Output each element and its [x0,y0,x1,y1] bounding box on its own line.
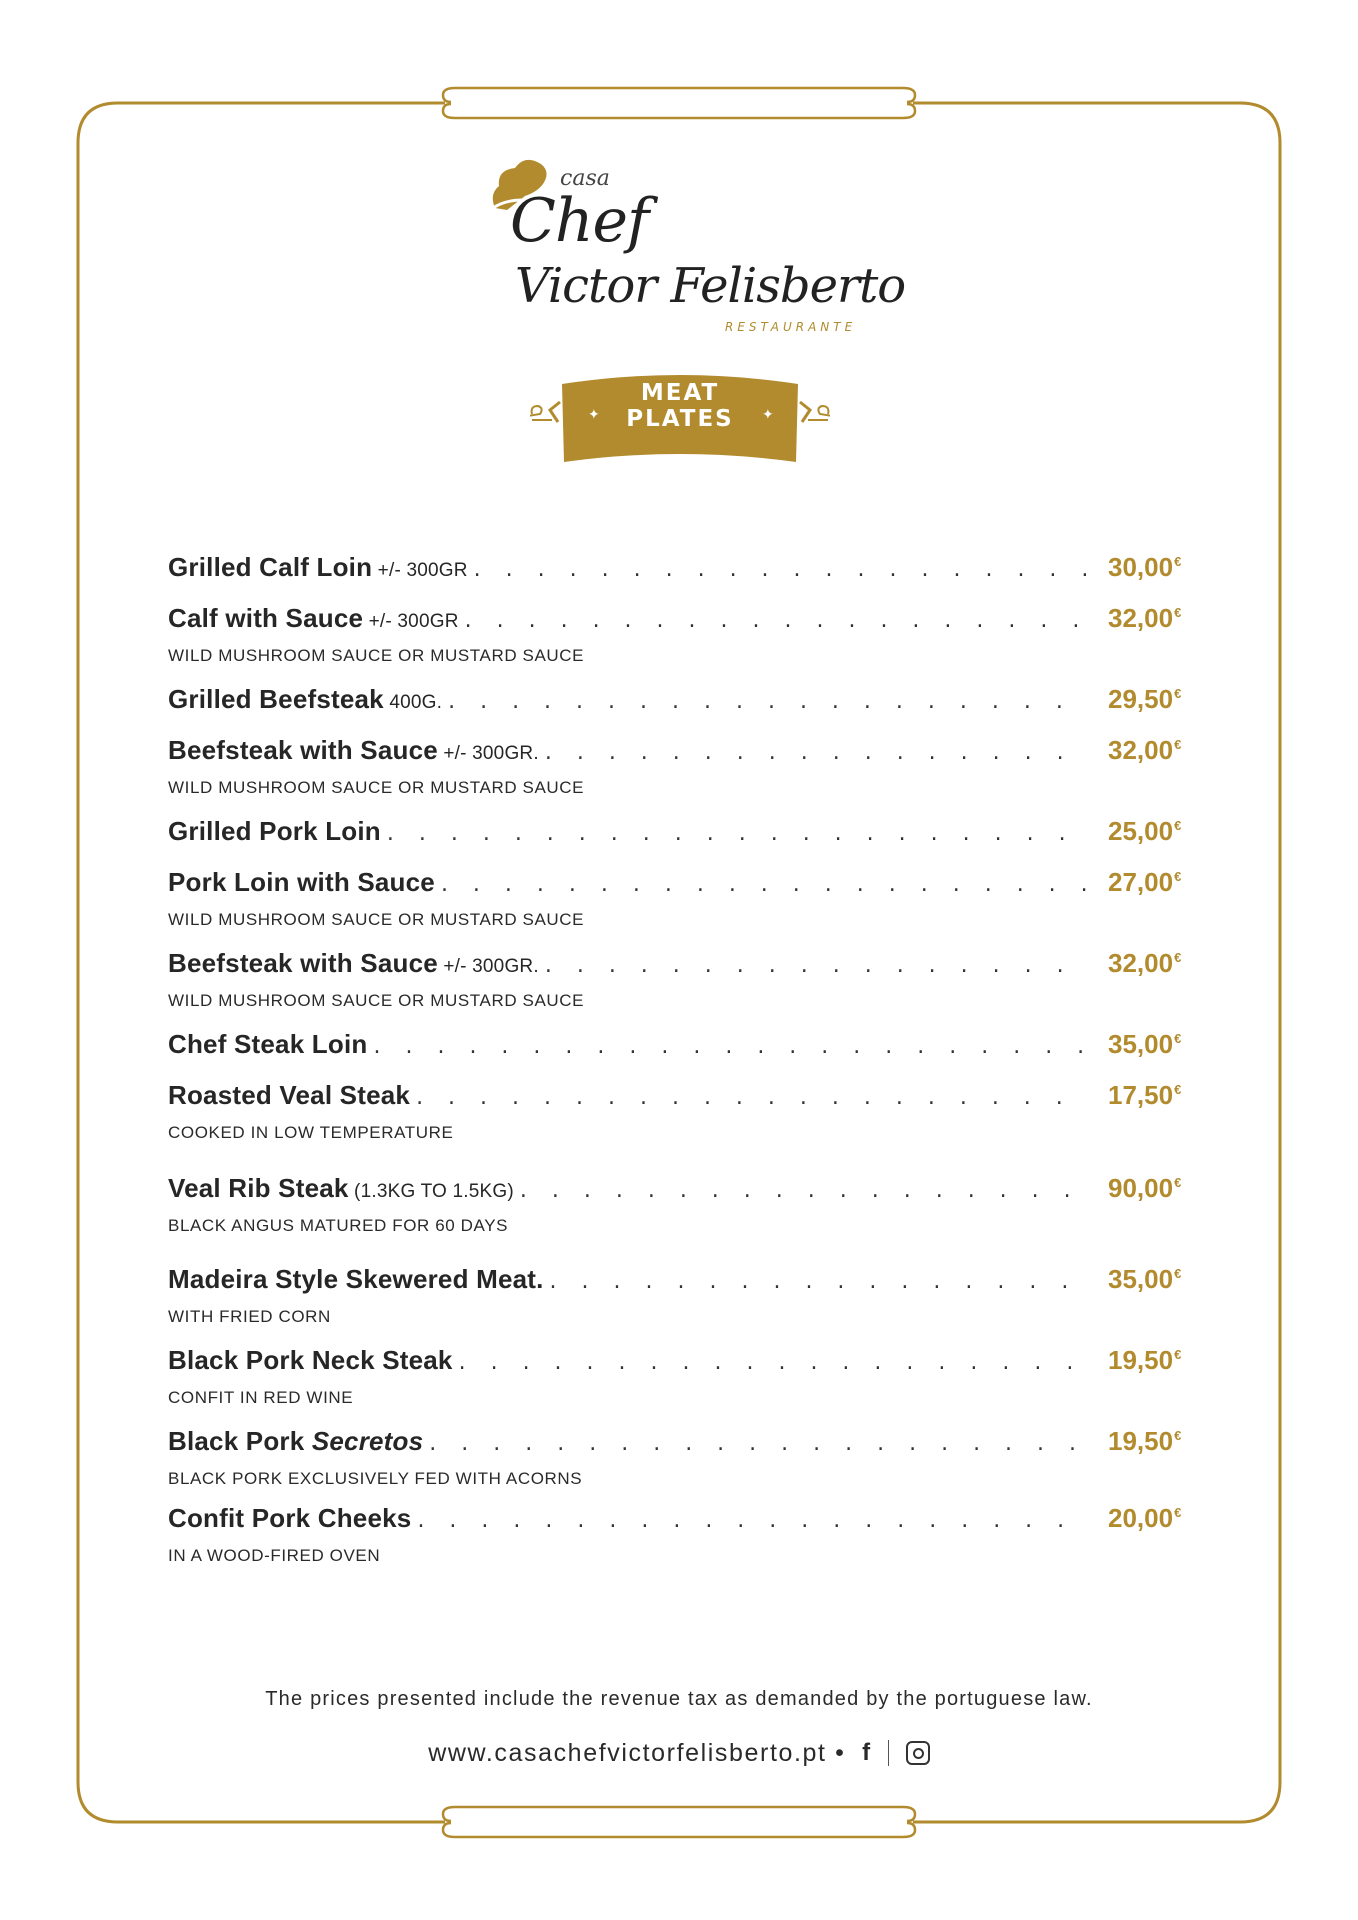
leader-dots [441,872,1090,897]
svg-text:✦: ✦ [762,407,774,423]
item-price: 29,50€ [1108,684,1182,714]
section-banner [530,372,830,472]
menu-item [168,816,1190,847]
bottom-flourish [443,1807,915,1837]
logo-name: Victor Felisberto [515,258,906,314]
item-name: Grilled Beefsteak 400G. [168,684,443,714]
item-name: Confit Pork Cheeks [168,1503,412,1533]
item-name: Beefsteak with Sauce +/- 300GR. [168,948,539,978]
banner-title-line1: MEAT [640,380,720,406]
logo-chef: Chef [510,186,649,256]
item-description: IN A WOOD-FIRED OVEN [168,1546,381,1565]
leader-dots [416,1085,1090,1110]
menu-item [168,1029,1190,1060]
item-price: 35,00€ [1108,1264,1182,1294]
item-price: 90,00€ [1108,1173,1182,1203]
leader-dots [373,1034,1090,1059]
item-price: 32,00€ [1108,603,1182,633]
item-name: Pork Loin with Sauce [168,867,435,897]
leader-dots [545,953,1090,978]
item-price: 17,50€ [1108,1080,1182,1110]
item-name: Madeira Style Skewered Meat. [168,1264,544,1294]
item-description: BLACK ANGUS MATURED FOR 60 DAYS [168,1216,509,1235]
footer-contact [0,1738,1358,1768]
menu-item [168,603,1190,666]
leader-dots [550,1269,1090,1294]
menu-item [168,948,1190,1011]
item-description: WITH FRIED CORN [168,1307,331,1326]
icon-divider [888,1740,889,1766]
item-price: 32,00€ [1108,735,1182,765]
leader-dots [417,1508,1090,1533]
item-name: Beefsteak with Sauce +/- 300GR. [168,735,539,765]
restaurant-logo [485,150,906,340]
website-link[interactable]: www.casachefvictorfelisberto.pt • [428,1738,846,1767]
banner-title-line2: PLATES [626,406,734,432]
leader-dots [520,1178,1090,1203]
menu-list [168,552,1190,1566]
instagram-icon[interactable] [906,1741,930,1765]
item-description: COOKED IN LOW TEMPERATURE [168,1123,454,1142]
item-price: 32,00€ [1108,948,1182,978]
item-name: Roasted Veal Steak [168,1080,411,1110]
item-name: Calf with Sauce +/- 300GR [168,603,459,633]
menu-item [168,1173,1190,1236]
menu-item [168,552,1190,583]
leader-dots [459,1350,1090,1375]
item-description: CONFIT IN RED WINE [168,1388,354,1407]
item-name: Grilled Calf Loin +/- 300GR [168,552,468,582]
leader-dots [387,821,1090,846]
leader-dots [465,608,1090,633]
menu-item [168,1264,1190,1327]
item-price: 30,00€ [1108,552,1182,582]
item-price: 20,00€ [1108,1503,1182,1533]
item-description: WILD MUSHROOM SAUCE OR MUSTARD SAUCE [168,778,585,797]
item-description: WILD MUSHROOM SAUCE OR MUSTARD SAUCE [168,910,585,929]
svg-text:✦: ✦ [588,407,600,423]
menu-item [168,1345,1190,1408]
item-description: BLACK PORK EXCLUSIVELY FED WITH ACORNS [168,1469,583,1488]
item-description: WILD MUSHROOM SAUCE OR MUSTARD SAUCE [168,991,585,1010]
leader-dots [545,740,1090,765]
menu-item [168,1426,1190,1489]
tax-notice: The prices presented include the revenue tax as demanded by the portuguese law. [265,1688,1093,1710]
menu-item [168,867,1190,930]
item-price: 19,50€ [1108,1345,1182,1375]
item-name: Grilled Pork Loin [168,816,381,846]
menu-item [168,1503,1190,1566]
menu-item [168,1080,1190,1143]
leader-dots [448,689,1090,714]
menu-item [168,735,1190,798]
top-flourish [443,88,915,118]
item-price: 25,00€ [1108,816,1182,846]
menu-item [168,684,1190,715]
item-description: WILD MUSHROOM SAUCE OR MUSTARD SAUCE [168,646,585,665]
item-name: Chef Steak Loin [168,1029,368,1059]
leader-dots [429,1431,1090,1456]
leader-dots [474,557,1090,582]
logo-restaurante: RESTAURANTE [725,320,857,334]
facebook-icon[interactable]: f [862,1739,872,1767]
logo-casa: casa [560,166,610,191]
item-name: Black Pork Neck Steak [168,1345,453,1375]
item-price: 35,00€ [1108,1029,1182,1059]
item-price: 19,50€ [1108,1426,1182,1456]
item-price: 27,00€ [1108,867,1182,897]
item-name: Black Pork Secretos [168,1426,424,1456]
item-name: Veal Rib Steak (1.3KG TO 1.5KG) [168,1173,514,1203]
